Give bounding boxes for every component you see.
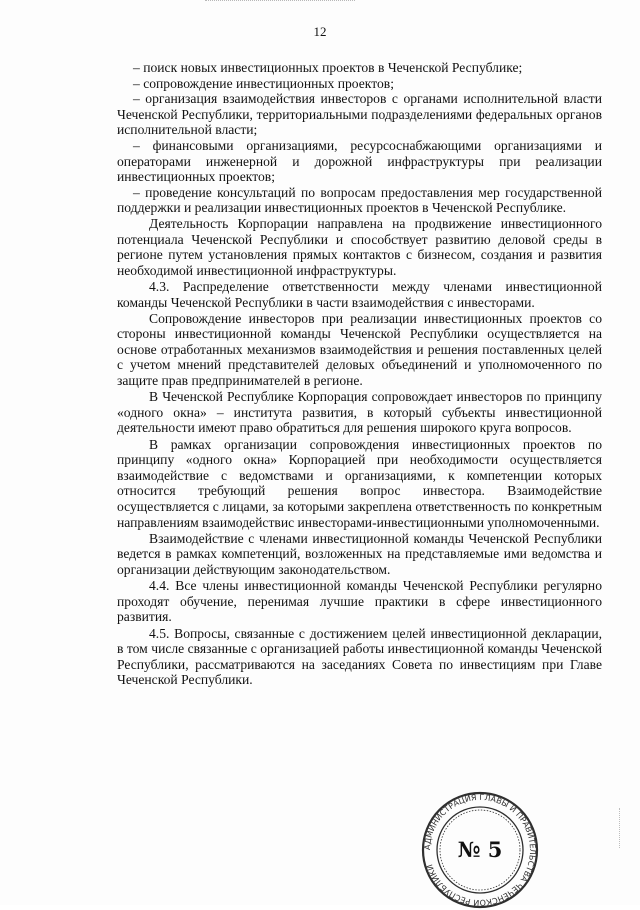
section-4-5: 4.5. Вопросы, связанные с достижением целей инвестиционной декларации, в том числе связанные с организацией работы инвестиционной команды Чеченской Республики, рассматриваются на заседаниях Совета по инвестициям при Главе Чеченской Республики. [117,625,602,688]
document-body [117,60,602,689]
seal-outer-text: АДМИНИСТРАЦИЯ ГЛАВЫ И ПРАВИТЕЛЬСТВА ЧЕЧЕНСКОЙ РЕСПУБЛИКИ [422,792,538,908]
section-heading-4-3: 4.3. Распределение ответственности между членами инвестиционной команды Чеченской Республики в части взаимодействия с инвесторами. [117,278,602,310]
paragraph-interaction: В рамках организации сопровождения инвестиционных проектов по принципу «одного окна» Корпорацией при необходимости осуществляется взаимодействие с ведомствами и организациями, к компетенции которых относится требующий решения вопрос инвестора. Взаимодействие осуществляется с лицами, за которыми закреплена ответственность по конкретным направлениям взаимодействиc инвесторами-инвестиционными уполномоченными. [117,436,602,530]
official-seal [420,790,540,910]
paragraph-team-competence: Взаимодействие с членами инвестиционной команды Чеченской Республики ведется в рамках компетенций, возложенных на представляемые ими ведомства и организации действующим законодательством. [117,530,602,577]
page-number: 12 [313,24,327,39]
paragraph-one-window: В Чеченской Республике Корпорация сопровождает инвесторов по принципу «одного окна» – института развития, в который субъекты инвестиционной деятельности имеют право обратиться для решения широкого круга вопросов. [117,389,602,436]
paragraph-corporation-activity: Деятельность Корпорации направлена на продвижение инвестиционного потенциала Чеченской Республики и способствует развитию деловой среды в регионе путем установления прямых контактов с бизнесом, создания и развития необходимой инвестиционной инфраструктуры. [117,215,602,278]
list-item: – проведение консультаций по вопросам предоставления мер государственной поддержки и реализации инвестиционных проектов в Чеченской Республике. [117,184,602,216]
list-item: – финансовыми организациями, ресурсоснабжающими организациями и операторами инженерной и дорожной инфраструктуры при реализации инвестиционных проектов; [117,137,602,185]
list-item: – сопровождение инвестиционных проектов; [133,75,394,91]
paragraph-investor-support: Сопровождение инвесторов при реализации инвестиционных проектов со стороны инвестиционной команды Чеченской Республики осуществляется на основе отработанных механизмов взаимодействия и решения поставленных целей с учетом мнений представителей деловых объединений и уполномоченного по защите прав предпринимателей в регионе. [117,310,602,389]
section-4-4: 4.4. Все члены инвестиционной команды Чеченской Республики регулярно проходят обучение, перенимая лучшие практики в сфере инвестиционного развития. [117,578,602,625]
list-item: – организация взаимодействия инвесторов с органами исполнительной власти Чеченской Республики, территориальными подразделениями федеральных органов исполнительной власти; [117,91,602,138]
list-item: – поиск новых инвестиционных проектов в Чеченской Республике; [133,60,523,75]
scan-artifact [205,0,355,5]
seal-number: № 5 [457,837,503,862]
scan-artifact [619,808,626,848]
